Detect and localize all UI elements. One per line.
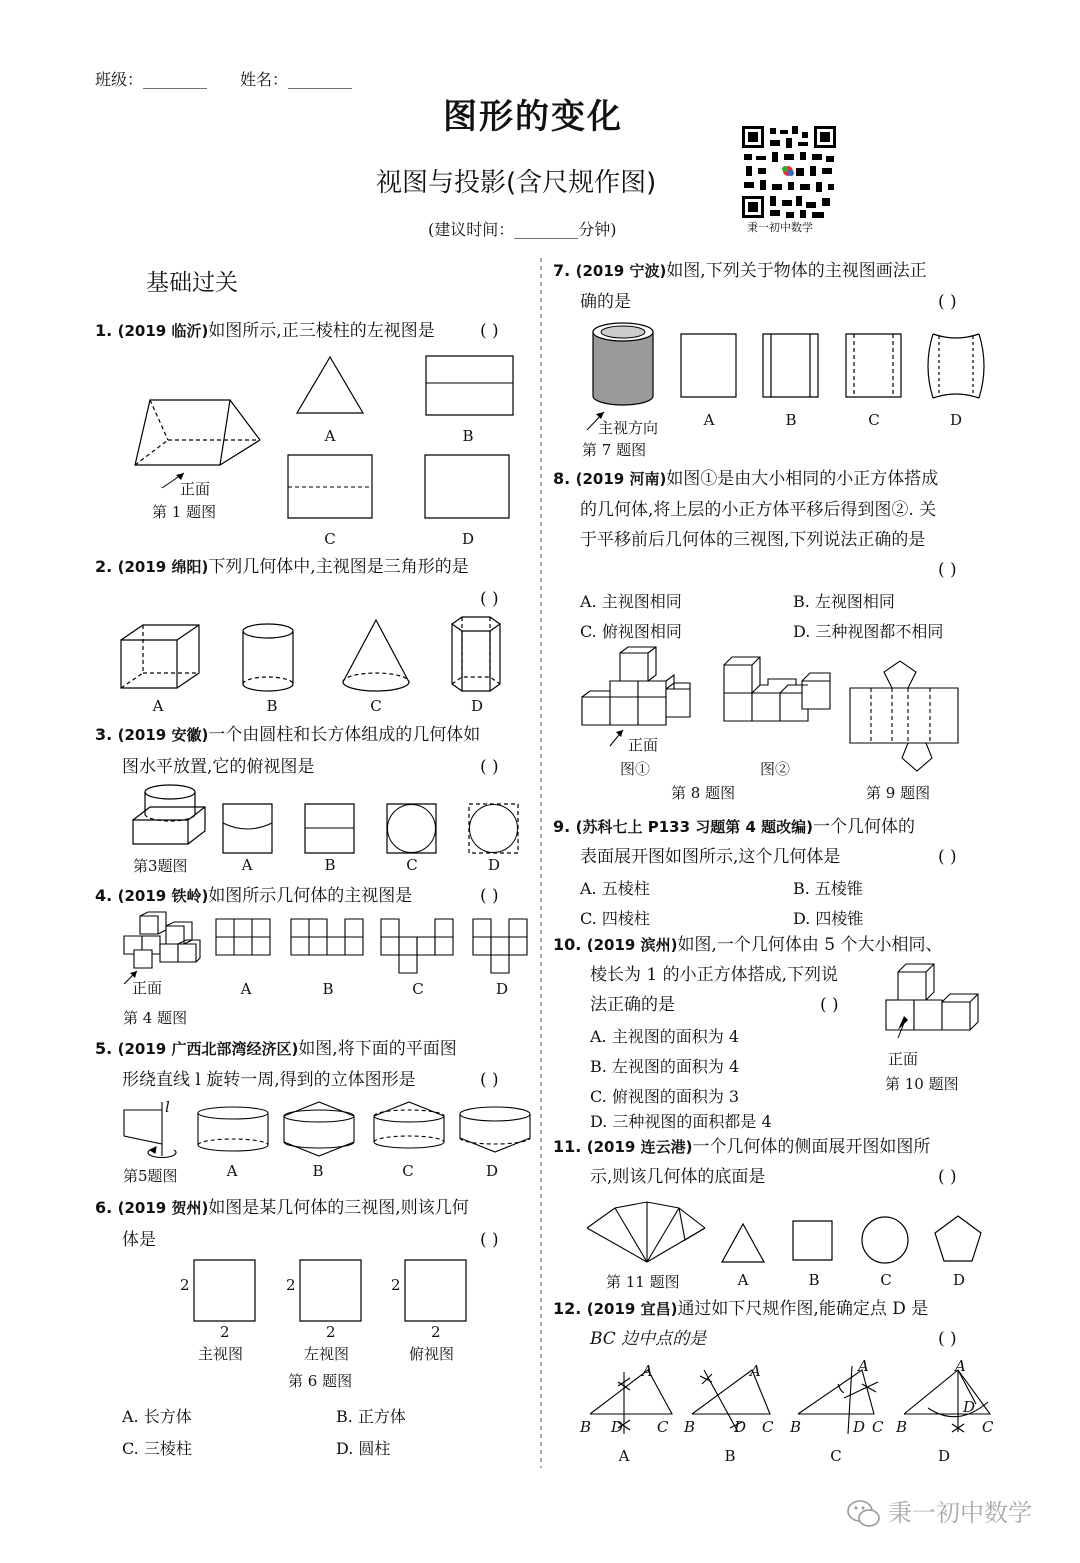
q5-label-b: B [312, 1162, 324, 1180]
q9-net-figure [848, 658, 960, 774]
q6-dim-side-w: 2 [326, 1323, 336, 1341]
q1-front-label: 正面 [180, 480, 211, 498]
q8-answer-paren: ( ) [938, 560, 957, 580]
q4-label-a: A [240, 980, 252, 998]
q4-option-b [290, 918, 366, 958]
q7-view-direction: 主视方向 [598, 419, 659, 437]
q11-caption: 第 11 题图 [606, 1273, 680, 1291]
q5-option-b [282, 1100, 356, 1160]
q12b-pt-c: C [762, 1418, 774, 1436]
q7-label-d: D [949, 411, 963, 429]
q1-label-d: D [461, 530, 475, 548]
q11-option-c [860, 1215, 910, 1265]
q12b-pt-d: D [734, 1418, 747, 1436]
q2-label-d: D [470, 697, 484, 715]
q11-net-figure [585, 1200, 710, 1265]
q12c-pt-c: C [872, 1418, 884, 1436]
q11-option-a [720, 1222, 766, 1264]
page-title: 图形的变化 [443, 97, 623, 137]
column-divider [540, 258, 542, 1468]
q12b-pt-b: B [684, 1418, 696, 1436]
q3-option-c [386, 803, 438, 855]
q3-label-a: A [241, 856, 253, 874]
q10-front-label: 正面 [888, 1050, 919, 1068]
q3-caption: 第3题图 [133, 857, 188, 875]
time-label: (建议时间：________分钟) [428, 220, 617, 239]
q12a-pt-b: B [580, 1418, 592, 1436]
q12c-pt-b: B [790, 1418, 802, 1436]
q3-label-b: B [324, 856, 336, 874]
q2-stem: 2. (2019 绵阳)下列几何体中,主视图是三角形的是 [95, 557, 469, 577]
q5-option-d [458, 1104, 532, 1156]
q11-answer-paren: ( ) [938, 1167, 957, 1187]
q8-front-arrow [608, 726, 628, 748]
q11-label-b: B [808, 1271, 820, 1289]
q8-stem-line2: 的几何体,将上层的小正方体平移后得到图②. 关 [580, 500, 937, 520]
q4-front-label: 正面 [132, 979, 163, 997]
q5-stem: 5. (2019 广西北部湾经济区)如图,将下面的平面图 [95, 1039, 457, 1059]
q9-stem: 9. (苏科七上 P133 习题第 4 题改编)一个几何体的 [553, 817, 915, 837]
q3-stem: 3. (2019 安徽)一个由圆柱和长方体组成的几何体如 [95, 725, 481, 745]
q1-answer-paren: ( ) [480, 321, 499, 341]
q5-label-d: D [485, 1162, 499, 1180]
q12-answer-paren: ( ) [938, 1329, 957, 1349]
q6-dim-top-w: 2 [431, 1323, 441, 1341]
q8-stem: 8. (2019 河南)如图①是由大小相同的小正方体搭成 [553, 469, 939, 489]
q10-answer-paren: ( ) [820, 995, 839, 1015]
q1-label-a: A [324, 427, 336, 445]
q6-side-view-label: 左视图 [304, 1345, 350, 1363]
q7-tube-figure [590, 320, 656, 410]
q5-stem-line2: 形绕直线 l 旋转一周,得到的立体图形是 [122, 1070, 416, 1090]
q9-caption: 第 9 题图 [866, 784, 931, 802]
q8-option-c: C. 俯视图相同 [580, 622, 682, 641]
q1-label-b: B [462, 427, 474, 445]
q11-stem: 11. (2019 连云港)一个几何体的侧面展开图如图所 [553, 1137, 931, 1157]
q11-label-c: C [880, 1271, 892, 1289]
q6-dim-top-h: 2 [391, 1276, 401, 1294]
q6-front-view-label: 主视图 [198, 1345, 244, 1363]
q9-stem-line2: 表面展开图如图所示,这个几何体是 [580, 847, 841, 867]
q6-side-view [299, 1259, 363, 1323]
q3-option-b [304, 803, 356, 855]
q6-dim-side-h: 2 [286, 1276, 296, 1294]
q7-caption: 第 7 题图 [582, 441, 647, 459]
q3-solid-figure [130, 782, 210, 852]
wechat-icon [846, 1498, 882, 1530]
q8-stem-line3: 于平移前后几何体的三视图,下列说法正确的是 [580, 530, 926, 550]
q8-fig1-label: 图① [620, 760, 651, 778]
q3-label-c: C [406, 856, 418, 874]
q10-stem-line2: 棱长为 1 的小正方体搭成,下列说 [590, 965, 839, 985]
q7-stem-line2: 确的是 [580, 292, 631, 312]
q11-label-a: A [737, 1271, 749, 1289]
q5-label-c: C [402, 1162, 414, 1180]
qr-caption: 秉一初中数学 [747, 221, 813, 234]
q8-option-b: B. 左视图相同 [793, 592, 895, 611]
q1-label-c: C [324, 530, 336, 548]
q2-label-b: B [266, 697, 278, 715]
q11-option-b [792, 1220, 834, 1262]
q2-cylinder-figure [240, 622, 296, 694]
q2-cube-figure [118, 622, 203, 692]
q12a-pt-c: C [657, 1418, 669, 1436]
q6-caption: 第 6 题图 [288, 1372, 353, 1390]
q4-option-d [472, 918, 530, 976]
q7-label-a: A [703, 411, 715, 429]
q1-stem: 1. (2019 临沂)如图所示,正三棱柱的左视图是 [95, 321, 435, 341]
page-subtitle: 视图与投影(含尺规作图) [376, 168, 657, 198]
q6-dim-front-w: 2 [220, 1323, 230, 1341]
q7-answer-paren: ( ) [938, 292, 957, 312]
q10-option-d: D. 三种视图的面积都是 4 [590, 1112, 772, 1131]
q2-label-a: A [152, 697, 164, 715]
q11-stem-line2: 示,则该几何体的底面是 [590, 1167, 766, 1187]
q12d-pt-a: A [955, 1357, 966, 1375]
q7-option-a [680, 333, 738, 399]
q7-option-d [925, 326, 987, 406]
q4-option-c [380, 918, 456, 976]
q7-option-c [845, 333, 903, 399]
q10-stem: 10. (2019 滨州)如图,一个几何体由 5 个大小相同、 [553, 935, 943, 955]
q8-option-d: D. 三种视图都不相同 [793, 622, 944, 641]
qr-code-icon [740, 124, 838, 220]
q12-label-b: B [724, 1447, 736, 1465]
q12d-pt-b: B [896, 1418, 908, 1436]
q5-label-a: A [226, 1162, 238, 1180]
q11-option-d [932, 1214, 984, 1264]
q4-option-a [215, 918, 273, 958]
q6-option-d: D. 圆柱 [336, 1439, 391, 1458]
q4-cubes-figure [120, 912, 205, 970]
q5-caption: 第5题图 [123, 1167, 178, 1185]
q12-label-a: A [618, 1447, 630, 1465]
q6-front-view [193, 1259, 257, 1323]
q6-stem-line2: 体是 [122, 1230, 156, 1250]
q12d-pt-c: C [982, 1418, 994, 1436]
q12b-pt-a: A [750, 1362, 761, 1380]
q5-option-a [196, 1105, 270, 1153]
q6-option-a: A. 长方体 [122, 1407, 192, 1426]
q12c-pt-d: D [853, 1418, 866, 1436]
q10-caption: 第 10 题图 [885, 1075, 959, 1093]
q4-stem: 4. (2019 铁岭)如图所示几何体的主视图是 [95, 886, 413, 906]
q12-stem-line2: BC 边中点的是 [590, 1329, 707, 1349]
q9-option-c: C. 四棱柱 [580, 909, 650, 928]
q6-top-view [404, 1259, 468, 1323]
q5-line-label: l [165, 1098, 170, 1116]
q7-stem: 7. (2019 宁波)如图,下列关于物体的主视图画法正 [553, 261, 927, 281]
q3-stem-line2: 图水平放置,它的俯视图是 [122, 757, 315, 777]
q12a-pt-d: D [611, 1418, 624, 1436]
q7-label-c: C [868, 411, 880, 429]
q8-caption: 第 8 题图 [671, 784, 736, 802]
q3-label-d: D [487, 856, 501, 874]
q1-option-b-rect [425, 355, 515, 417]
q12c-pt-a: A [858, 1357, 869, 1375]
q1-option-a-triangle [295, 355, 365, 415]
q2-label-c: C [370, 697, 382, 715]
q9-option-b: B. 五棱锥 [793, 879, 863, 898]
q1-option-c-rect [287, 454, 374, 520]
q2-hexprism-figure [446, 614, 506, 696]
q7-option-b [762, 333, 820, 399]
watermark-text: 秉一初中数学 [888, 1499, 1032, 1527]
q10-stem-line3: 法正确的是 [590, 995, 675, 1015]
q6-option-c: C. 三棱柱 [122, 1439, 192, 1458]
q5-plane-figure [120, 1100, 180, 1160]
q12a-pt-a: A [642, 1362, 653, 1380]
q6-option-b: B. 正方体 [336, 1407, 406, 1426]
q4-label-d: D [495, 980, 509, 998]
section-heading: 基础过关 [146, 270, 238, 296]
q10-option-b: B. 左视图的面积为 4 [590, 1057, 740, 1076]
q8-figure-2 [722, 655, 834, 730]
q8-figure-1 [580, 645, 695, 730]
name-label: 姓名：________ [240, 70, 353, 89]
q1-caption: 第 1 题图 [152, 503, 217, 521]
q8-front-label: 正面 [628, 736, 659, 754]
q3-option-a [222, 803, 274, 855]
q3-answer-paren: ( ) [480, 757, 499, 777]
q10-option-c: C. 俯视图的面积为 3 [590, 1087, 740, 1106]
q2-answer-paren: ( ) [480, 589, 499, 609]
q6-top-view-label: 俯视图 [409, 1345, 455, 1363]
q9-answer-paren: ( ) [938, 847, 957, 867]
q6-stem: 6. (2019 贺州)如图是某几何体的三视图,则该几何 [95, 1198, 469, 1218]
q9-option-a: A. 五棱柱 [580, 879, 650, 898]
q10-option-a: A. 主视图的面积为 4 [590, 1027, 739, 1046]
q5-answer-paren: ( ) [480, 1070, 499, 1090]
q4-caption: 第 4 题图 [123, 1009, 188, 1027]
q1-prism-figure [130, 385, 270, 475]
q8-fig2-label: 图② [760, 760, 791, 778]
q1-option-d-rect [424, 454, 511, 520]
q11-label-d: D [952, 1271, 966, 1289]
q7-label-b: B [785, 411, 797, 429]
q12d-pt-d: D [963, 1398, 976, 1416]
q10-cubes-figure [884, 962, 984, 1040]
q6-answer-paren: ( ) [480, 1230, 499, 1250]
q12-label-d: D [937, 1447, 951, 1465]
q9-option-d: D. 四棱锥 [793, 909, 864, 928]
q4-label-b: B [322, 980, 334, 998]
q12-label-c: C [830, 1447, 842, 1465]
class-label: 班级：________ [95, 70, 208, 89]
q3-option-d [468, 803, 520, 855]
q2-cone-figure [340, 618, 412, 694]
q8-option-a: A. 主视图相同 [580, 592, 682, 611]
q4-label-c: C [412, 980, 424, 998]
q5-option-c [372, 1100, 446, 1160]
q12-stem: 12. (2019 宜昌)通过如下尺规作图,能确定点 D 是 [553, 1299, 929, 1319]
q6-dim-front-h: 2 [180, 1276, 190, 1294]
q4-answer-paren: ( ) [480, 886, 499, 906]
